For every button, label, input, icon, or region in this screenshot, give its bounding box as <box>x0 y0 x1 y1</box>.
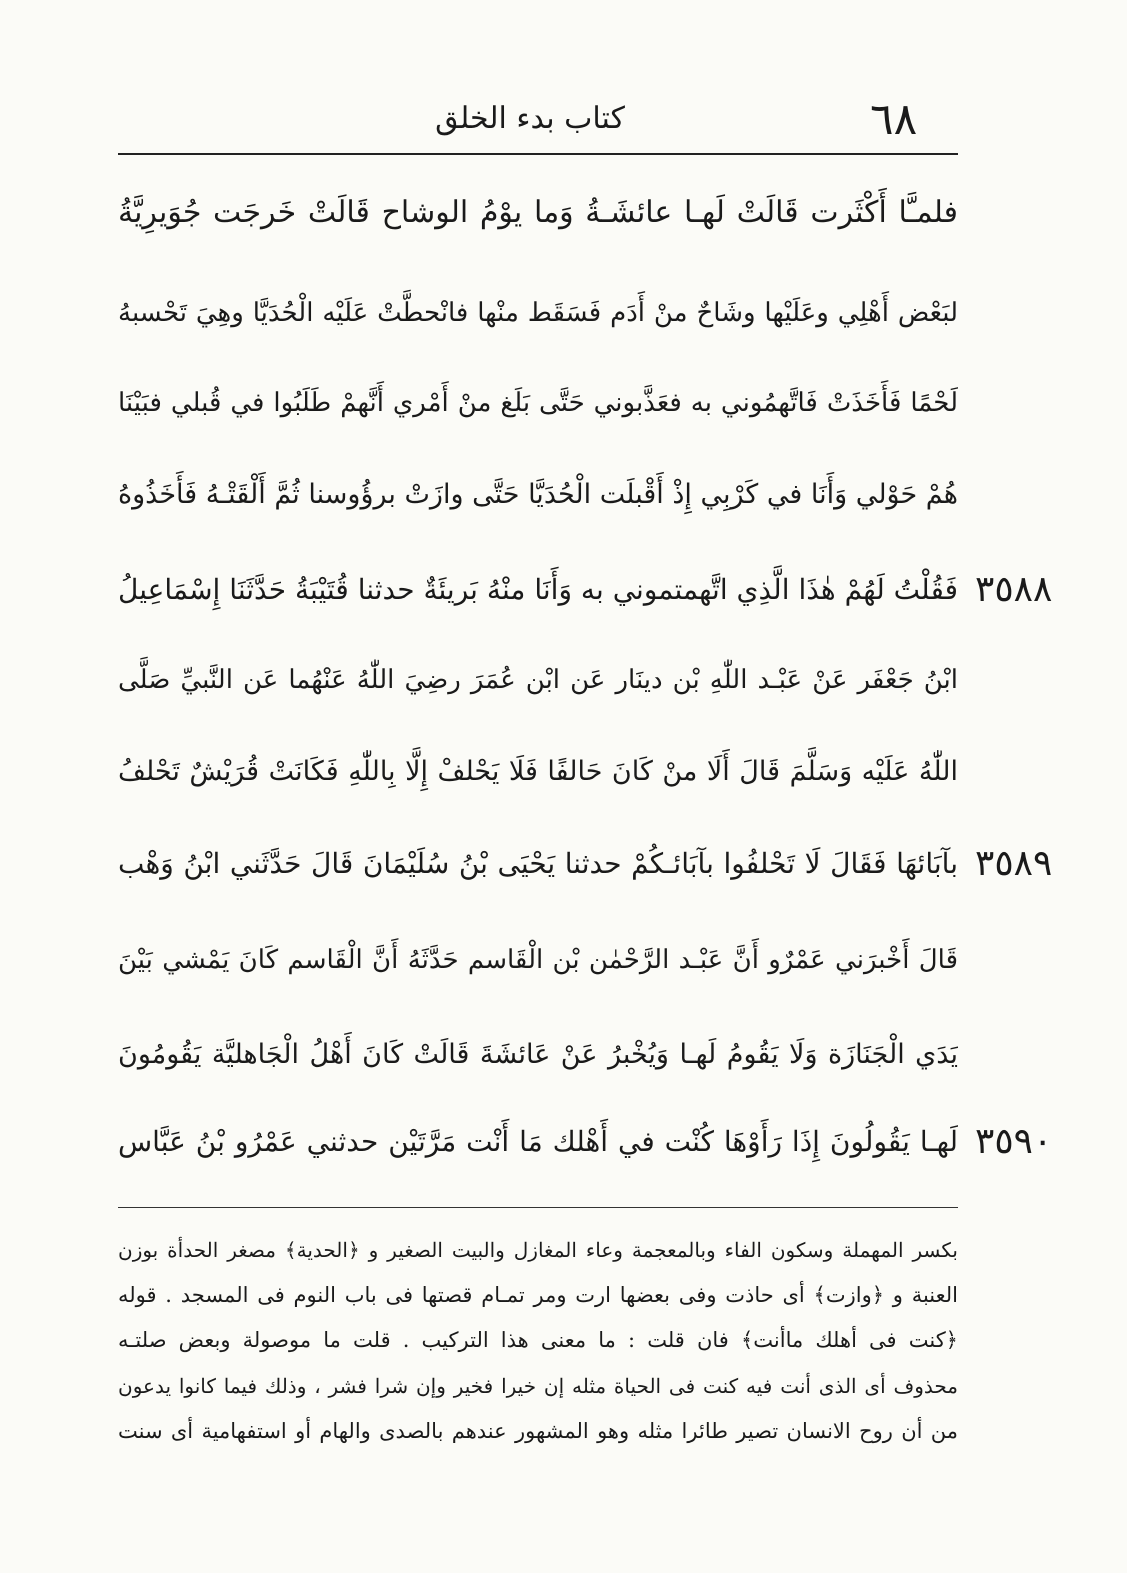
text-line: ابْنُ جَعْفَر عَنْ عَبْـد اللّٰهِ بْن دينَار عَن ابْن عُمَرَ رضِيَ اللّٰهُ عَنْهُما عَن النَّبيِّ صَلَّى <box>118 665 958 695</box>
text-line: لبَعْض أَهْلِي وعَلَيْها وشَاحٌ منْ أَدَم فَسَقَط منْها فانْحطَّتْ عَلَيْه الْحُدَيَّا وهِيَ تَحْسبهُ <box>118 298 958 328</box>
text-line: لَحْمًا فَأَخَذَتْ فَاتَّهمُوني به فعَذَّبوني حَتَّى بَلَغ منْ أَمْري أَنَّهمْ طَلَبُوا في قُبلي فبَيْنَا <box>118 388 958 418</box>
footnote-line: من أن روح الانسان تصير طائرا مثله وهو المشهور عندهم بالصدى والهام أو استفهامية أى سنت <box>118 1419 958 1443</box>
page-number: ٦٨ <box>870 94 918 145</box>
text-line: بآبَائهَا فَقَالَ لَا تَحْلفُوا بآبَائـكُمْ حدثنا يَحْيَى بْنُ سُلَيْمَانَ قَالَ حَدَّثَني ابْنُ وَهْب <box>118 847 958 880</box>
footnote-divider <box>118 1207 958 1208</box>
hadith-number: ٣٥٨٩ <box>975 843 1053 884</box>
text-line: قَالَ أَخْبرَني عَمْرٌو أَنَّ عَبْـد الرَّحْمٰن بْن الْقَاسم حَدَّثَهُ أَنَّ الْقَاسم كَانَ يَمْشي بَيْنَ <box>118 945 958 975</box>
header-divider <box>118 153 958 155</box>
text-line: فلمـَّا أَكْثَرت قَالَتْ لَهـا عائشَـةُ وَما يوْمُ الوشاح قَالَتْ خَرجَت جُوَيرِيَّةُ <box>118 195 958 230</box>
footnote-line: محذوف أى الذى أنت فيه كنت فى الحياة مثله إن خيرا فخير وإن شرا فشر ، وذلك فيما كانوا يدعون <box>118 1374 958 1398</box>
text-line: فَقُلْتُ لَهُمْ هٰذَا الَّذِي اتَّهمتموني به وَأَنَا منْهُ بَريئَةٌ حدثنا قُتَيْبَةُ حَدَّثَنَا إِسْمَاعِيلُ <box>118 573 958 606</box>
page-title: كتاب بدء الخلق <box>435 101 625 136</box>
footnote-line: ﴿كنت فى أهلك ماأنت﴾ فان قلت : ما معنى هذا التركيب . قلت ما موصولة وبعض صلتـه <box>118 1328 958 1352</box>
text-line: لَهـا يَقُولُونَ إِذَا رَأَوْهَا كُنْت في أَهْلك مَا أَنْت مَرَّتَيْن حدثني عَمْرُو بْنُ عَبَّاس <box>118 1125 958 1158</box>
hadith-number: ٣٥٨٨ <box>975 569 1053 610</box>
footnote-line: العنبة و ﴿وازت﴾ أى حاذت وفى بعضها ارت ومر تمـام قصتها فى باب النوم فى المسجد . قوله <box>118 1283 958 1307</box>
text-line: هُمْ حَوْلي وَأَنَا في كَرْبِي إِذْ أَقْبلَت الْحُدَيَّا حَتَّى وازَتْ برؤُوسنا ثُمَّ أَلْقَتْـهُ فَأَخَذُوهُ <box>118 479 958 510</box>
hadith-number: ٣٥٩٠ <box>975 1121 1053 1162</box>
footnote-line: بكسر المهملة وسكون الفاء وبالمعجمة وعاء المغازل والبيت الصغير و ﴿الحدية﴾ مصغر الحدأة بوزن <box>118 1238 958 1262</box>
text-line: يَدَي الْجَنَازَة وَلَا يَقُومُ لَهـا وَيُخْبرُ عَنْ عَائشَةَ قَالَتْ كَانَ أَهْلُ الْجَاهليَّة يَقُومُونَ <box>118 1039 958 1070</box>
text-line: اللّٰهُ عَلَيْه وَسَلَّمَ قَالَ أَلَا منْ كَانَ حَالفًا فَلَا يَحْلفْ إِلَّا بِاللّٰهِ فَكَانَتْ قُرَيْشٌ تَحْلفُ <box>118 756 958 787</box>
